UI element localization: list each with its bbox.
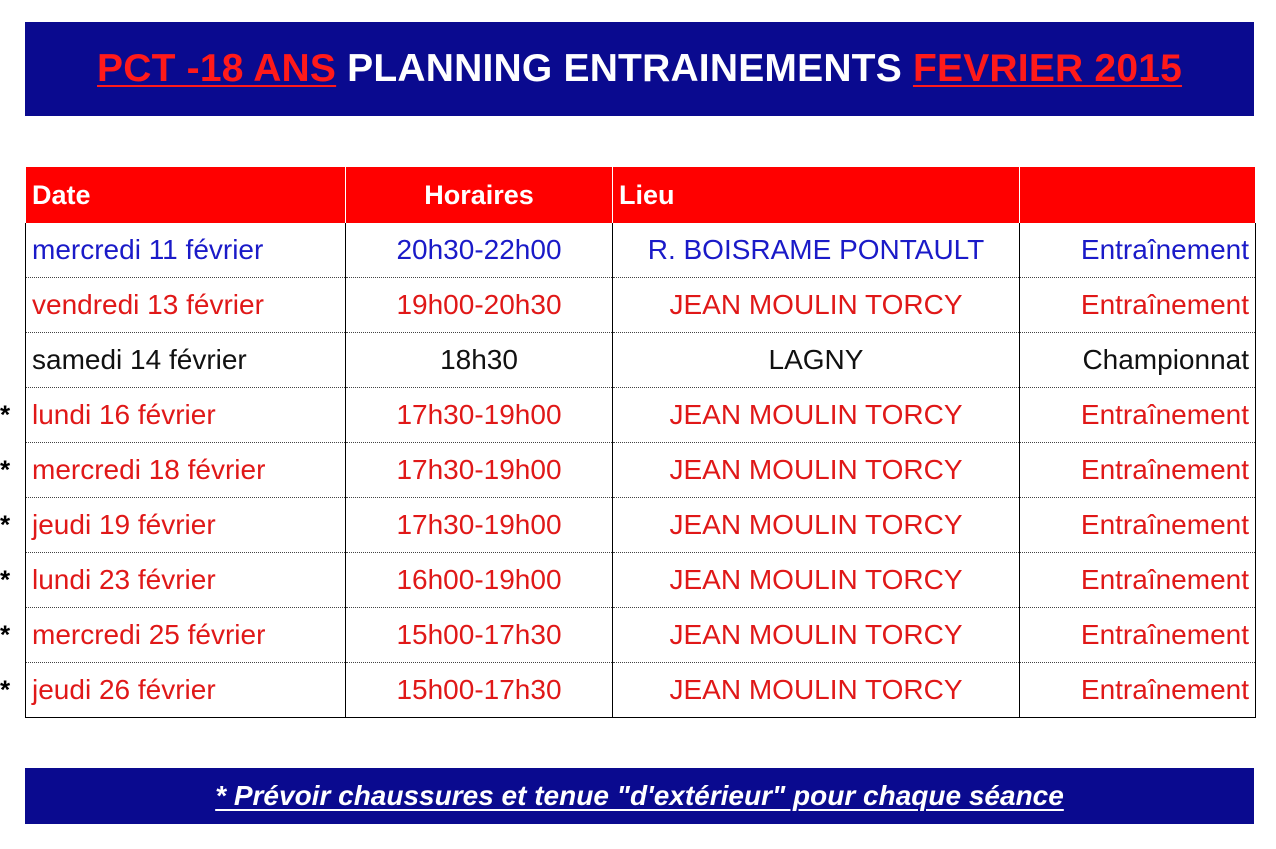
row-type: Entraînement — [1020, 443, 1256, 498]
row-date-cell — [0, 608, 346, 663]
row-marker: * — [0, 564, 11, 595]
title-month: FEVRIER 2015 — [912, 47, 1182, 90]
row-date-cell — [26, 333, 346, 388]
row-date-cell — [26, 223, 346, 278]
row-type: Championnat — [1020, 333, 1256, 388]
row-type: Entraînement — [1020, 278, 1256, 333]
row-hours: 17h30-19h00 — [346, 498, 613, 553]
row-date: samedi 14 février — [32, 344, 247, 375]
footer-banner — [25, 768, 1254, 824]
row-hours: 15h00-17h30 — [346, 608, 613, 663]
column-header-type — [1020, 167, 1256, 223]
row-place: LAGNY — [613, 333, 1020, 388]
row-marker: * — [0, 454, 11, 485]
schedule-table — [0, 167, 1256, 718]
row-date-cell — [26, 278, 346, 333]
row-date-cell — [0, 443, 346, 498]
row-marker: * — [0, 619, 11, 650]
row-marker: * — [0, 399, 11, 430]
row-hours: 18h30 — [346, 333, 613, 388]
row-date-cell — [0, 663, 346, 718]
table-row — [26, 388, 1256, 443]
row-date-cell — [0, 388, 346, 443]
row-hours: 15h00-17h30 — [346, 663, 613, 718]
row-date: mercredi 25 février — [32, 619, 266, 650]
table-row — [26, 553, 1256, 608]
table-header-row — [26, 167, 1256, 223]
table-row — [26, 608, 1256, 663]
title-banner — [25, 22, 1254, 116]
row-type: Entraînement — [1020, 498, 1256, 553]
row-type: Entraînement — [1020, 608, 1256, 663]
title-team: PCT -18 ANS — [97, 47, 337, 90]
row-place: R. BOISRAME PONTAULT — [613, 223, 1020, 278]
table-row — [26, 278, 1256, 333]
row-marker: * — [0, 674, 11, 705]
row-date-cell — [0, 498, 346, 553]
row-date-cell — [0, 553, 346, 608]
row-place: JEAN MOULIN TORCY — [613, 278, 1020, 333]
row-hours: 16h00-19h00 — [346, 553, 613, 608]
row-date: jeudi 19 février — [32, 509, 216, 540]
row-place: JEAN MOULIN TORCY — [613, 388, 1020, 443]
title-main: PLANNING ENTRAINEMENTS — [336, 47, 913, 90]
row-date: vendredi 13 février — [32, 289, 264, 320]
table-row — [26, 443, 1256, 498]
row-type: Entraînement — [1020, 553, 1256, 608]
row-hours: 20h30-22h00 — [346, 223, 613, 278]
row-hours: 19h00-20h30 — [346, 278, 613, 333]
row-hours: 17h30-19h00 — [346, 388, 613, 443]
row-date: mercredi 18 février — [32, 454, 266, 485]
table-row — [26, 223, 1256, 278]
footer-note: * Prévoir chaussures et tenue "d'extérieur" pour chaque séance — [215, 780, 1064, 811]
column-header-date: Date — [26, 167, 346, 223]
row-place: JEAN MOULIN TORCY — [613, 553, 1020, 608]
table-row — [26, 333, 1256, 388]
row-type: Entraînement — [1020, 223, 1256, 278]
row-date: lundi 16 février — [32, 399, 216, 430]
row-type: Entraînement — [1020, 663, 1256, 718]
row-hours: 17h30-19h00 — [346, 443, 613, 498]
row-place: JEAN MOULIN TORCY — [613, 498, 1020, 553]
column-header-place: Lieu — [613, 167, 1020, 223]
row-place: JEAN MOULIN TORCY — [613, 663, 1020, 718]
table-row — [26, 498, 1256, 553]
row-marker: * — [0, 509, 11, 540]
row-date: lundi 23 février — [32, 564, 216, 595]
row-date: jeudi 26 février — [32, 674, 216, 705]
row-place: JEAN MOULIN TORCY — [613, 608, 1020, 663]
row-type: Entraînement — [1020, 388, 1256, 443]
row-place: JEAN MOULIN TORCY — [613, 443, 1020, 498]
row-date: mercredi 11 février — [32, 234, 264, 265]
column-header-hours: Horaires — [346, 167, 613, 223]
table-row — [26, 663, 1256, 718]
